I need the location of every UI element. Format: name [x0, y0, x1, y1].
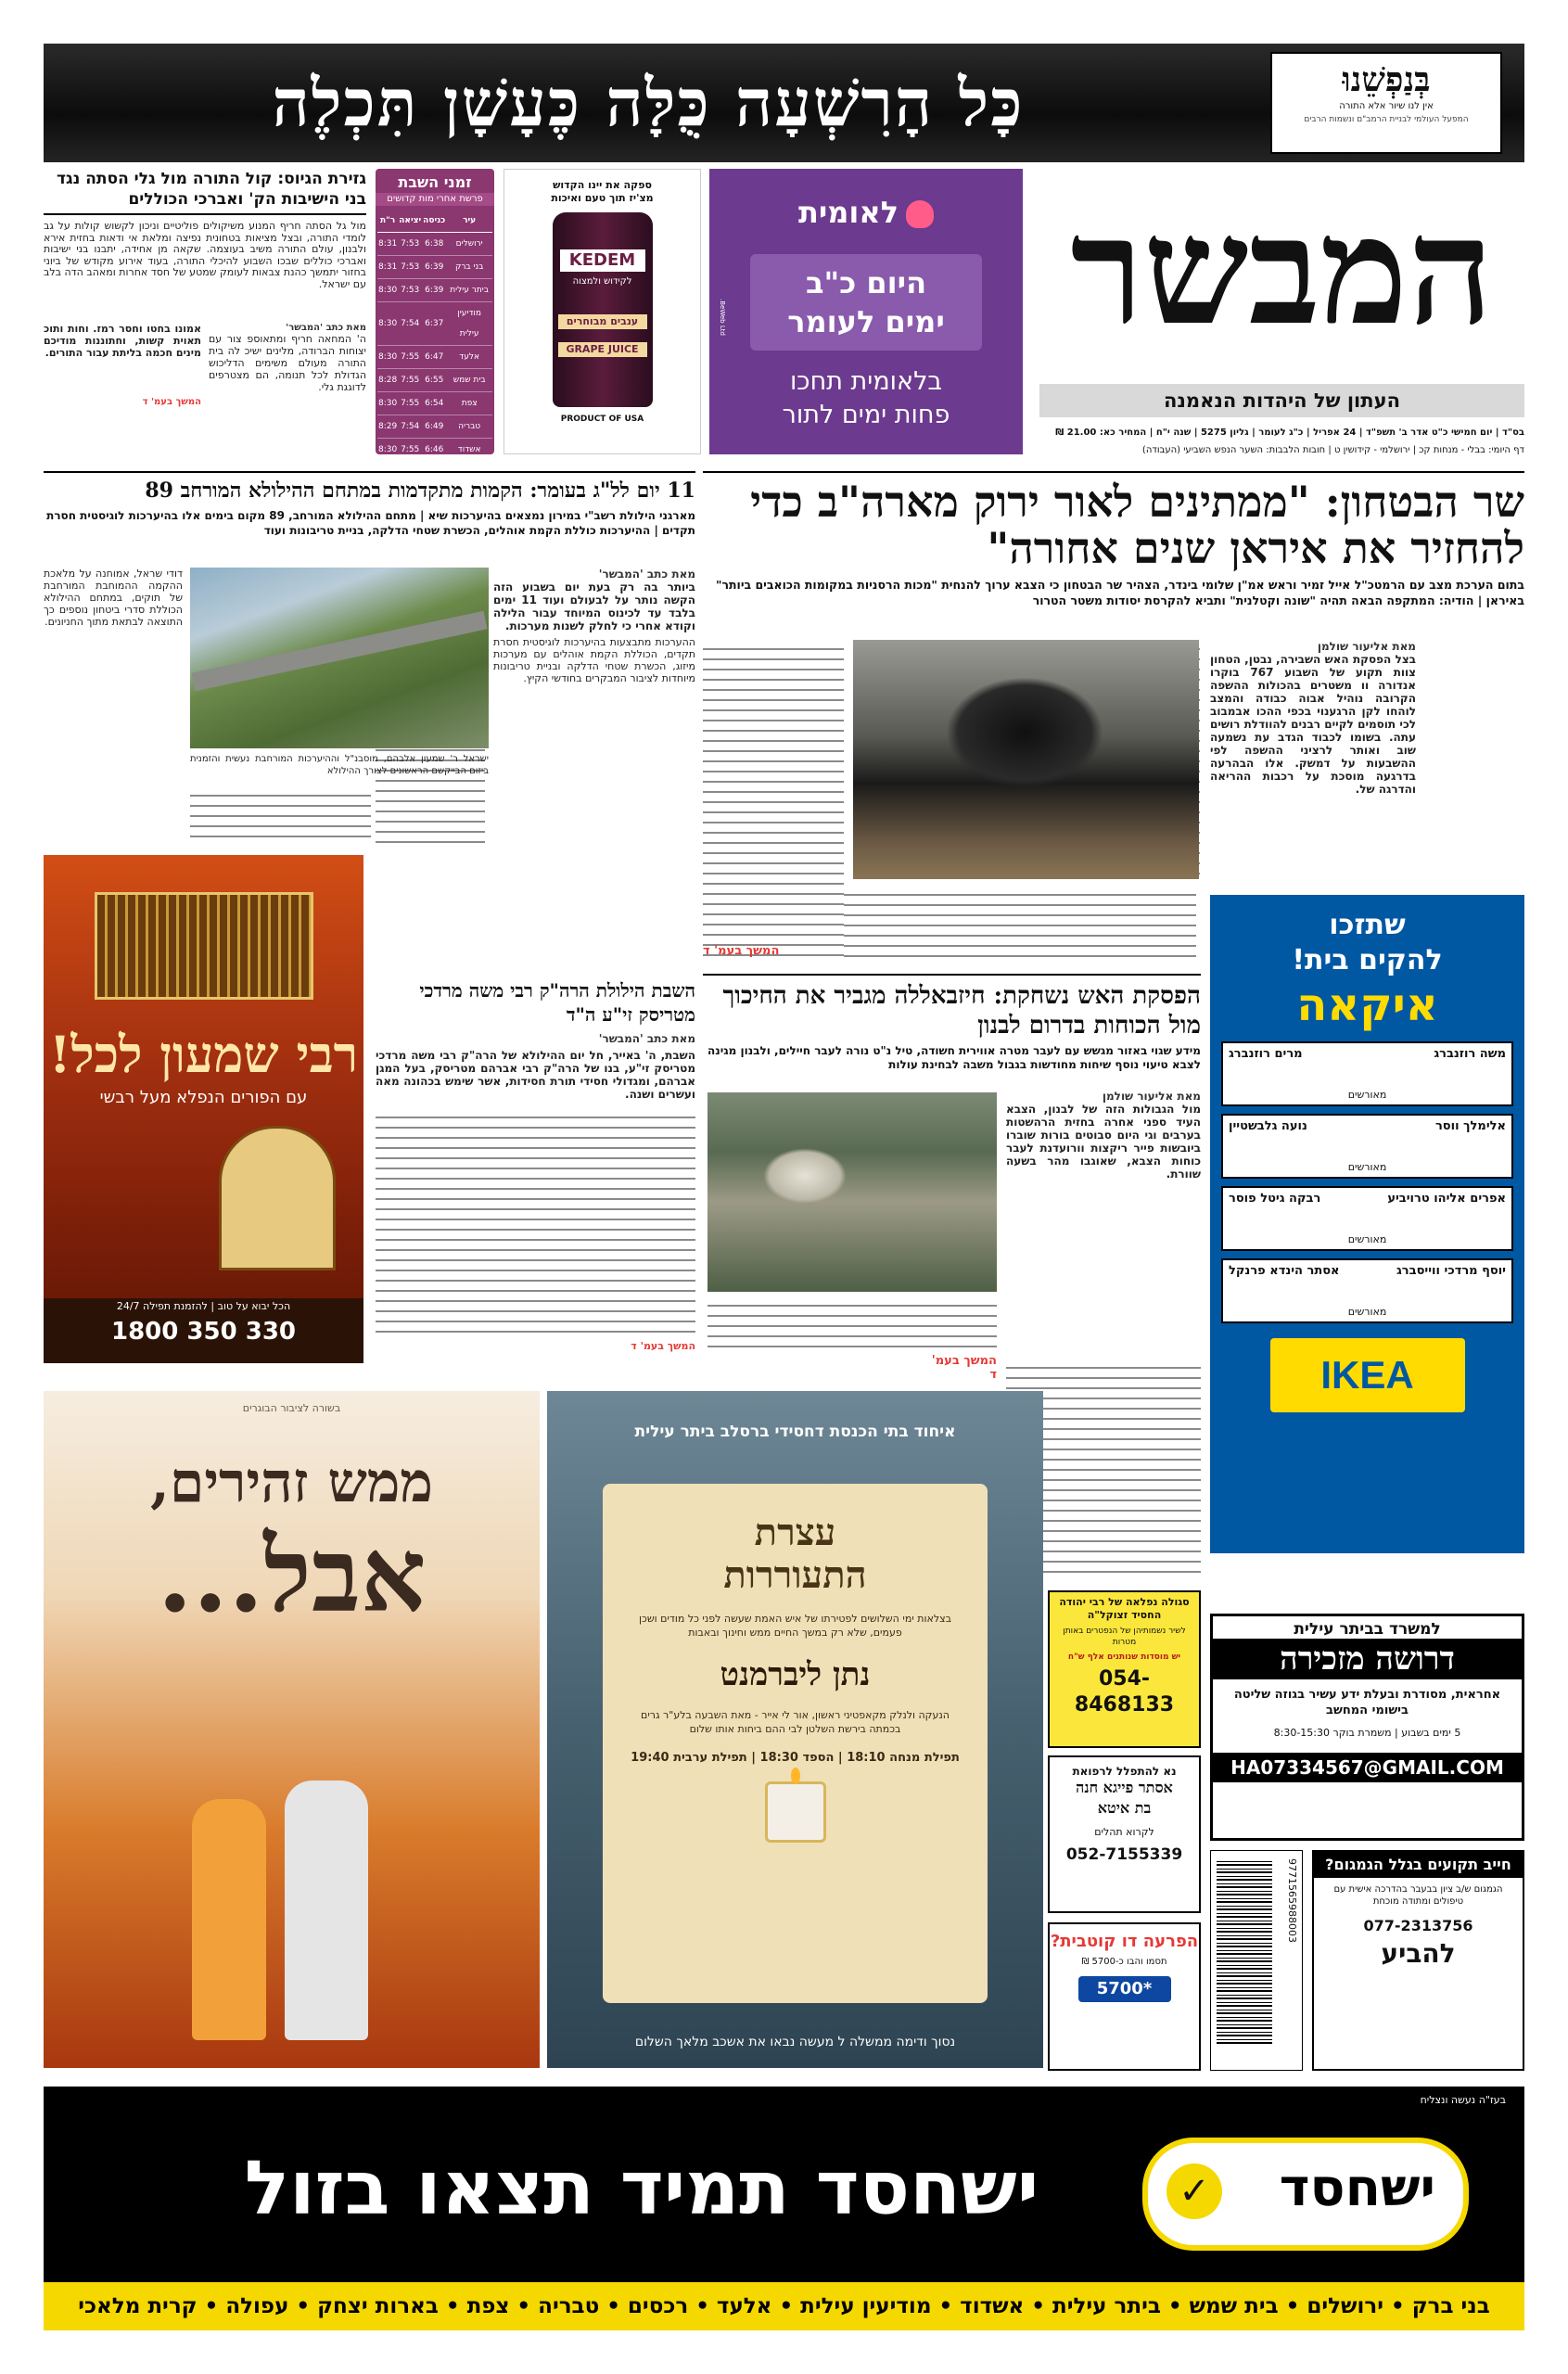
- shabbat-header-cell: ר"ת: [377, 210, 398, 233]
- ikea-couple-card: [1221, 1258, 1513, 1323]
- shabbat-table: [377, 210, 492, 485]
- shabbat-times-box: [376, 169, 494, 478]
- trisk-title[interactable]: השבת הילולת הרה"ק רבי משה מרדכי מטריסק זי"ע ה"ד: [419, 979, 695, 1026]
- kedem-product: PRODUCT OF USA: [560, 415, 644, 424]
- ad-leumit[interactable]: [709, 169, 1023, 454]
- shabbat-header-row: [377, 210, 492, 233]
- atzeret-timings: תפילת מנחה 18:10 | הספד 18:30 | תפילת ערבית 19:40: [631, 1751, 960, 1765]
- shabbat-cell: 8:31: [378, 262, 398, 272]
- ad-ikea[interactable]: [1210, 895, 1524, 1553]
- ikea-couples-list: [1221, 1041, 1513, 1323]
- story1-headline[interactable]: [703, 479, 1524, 571]
- shabbat-cell: מודיעין עילית: [457, 309, 481, 338]
- hilula-byline: מאת כתב 'המבשר': [598, 568, 695, 581]
- ikea-couple-name: אפרים אליהו טרויביע: [1387, 1192, 1506, 1206]
- shabbat-cell: צפת: [461, 399, 478, 408]
- ikea-header1: שתזכו: [1329, 909, 1406, 941]
- ikea-header2: להקים בית!: [1292, 944, 1443, 976]
- ikea-engaged-label: מאורשים: [1347, 1161, 1387, 1173]
- publisher-tagline: אין לנו שיור אלא התורה: [1339, 101, 1434, 111]
- shimon-sub: עם הפורים הנפלא מעל רבשי: [99, 1088, 308, 1107]
- segula-phone[interactable]: 054-8468133: [1074, 1667, 1175, 1717]
- ikea-couple-name: נועה גלבשטיין: [1229, 1119, 1307, 1133]
- zehirim-title2: אבל...: [157, 1515, 427, 1635]
- story2-body: [1006, 1090, 1201, 1359]
- shabbat-cell: ביתר עילית: [450, 286, 490, 295]
- tehilim-phone[interactable]: 052-7155339: [1065, 1845, 1183, 1864]
- bipolar-title: הפרעה דו קוטבית?: [1050, 1932, 1199, 1951]
- banner-quote: כָּל הָרִשְׁעָה כֻּלָּה כֶּעָשָׁן תִּכְלֶה: [272, 64, 1025, 141]
- bipolar-sub: תסמו והבו כ-5700 ₪: [1081, 1957, 1167, 1967]
- kedem-headline: ספקה את יינו הקדוש מצ'יז תוך טעם ואיכות: [551, 179, 654, 204]
- ikea-logo: IKEA: [1270, 1338, 1465, 1412]
- yeshchesed-cities: בני ברק • ירושלים • בית שמש • ביתר עילית • אשדוד • מודיעין עילית • אלעד • רכסים • טבריה • צפת • בארות יצחק • עפולה • קרית מלאכי: [44, 2282, 1524, 2330]
- shabbat-cell: 8:30: [378, 468, 398, 478]
- story1-dek: בתום הערכת מצב עם הרמטכ"ל אייל זמיר וראש אמ"ן שלומי בינדר, הצהיר שר הבטחון כי הצבא ערוך להנחית "מכות הרסניות במקומות הכואבים ביותר" באיראן | הודיה: המתקפה הבאה תהיה "שונה וקטלנית" ותביא להקרסת יסודות משטר הטרור: [715, 578, 1524, 607]
- chayav-phone[interactable]: 077-2313756: [1363, 1917, 1473, 1934]
- hilula-column-left-cont: [190, 786, 371, 844]
- gezera-byline: מאת כתב 'המבשר': [286, 323, 366, 333]
- shabbat-cell: 7:54: [401, 422, 420, 431]
- atzeret-name: נתן ליברמנט: [720, 1656, 871, 1693]
- hilula-photo-meron: [190, 568, 489, 748]
- zehirim-title1: ממש זהירים,: [149, 1450, 433, 1515]
- story2-more-link[interactable]: המשך בעמ' ד: [931, 1354, 997, 1382]
- candle-icon: [765, 1781, 826, 1843]
- shabbat-row: [377, 439, 492, 462]
- hilula-title[interactable]: 11 יום לל"ג בעומר: הקמות מתקדמות במתחם ההילולא המורחב 89: [145, 479, 695, 503]
- barcode: [1210, 1850, 1303, 2071]
- shabbat-cell: 7:55: [401, 399, 420, 408]
- story1-kicker: שר הבטחון:: [1324, 477, 1524, 527]
- story1-byline: מאת אליעור שולמן: [1317, 640, 1416, 653]
- ikea-couple-card: [1221, 1114, 1513, 1179]
- dorsha-hours: 5 ימים בשבוע | משמרת בוקר 8:30-15:30: [1273, 1727, 1461, 1739]
- shabbat-row: [377, 256, 492, 279]
- kedem-tagline: לקידוש ולמצוה: [572, 276, 632, 287]
- shabbat-cell: 6:58: [425, 468, 444, 478]
- ad-rabbi-shimon[interactable]: [44, 855, 363, 1363]
- story2-byline: מאת אליעור שולמן: [1102, 1090, 1201, 1103]
- shabbat-cell: 6:46: [425, 445, 444, 454]
- hilula-bold-lead: ביותר בה רק בעת יום בשבוע הזה הקשה נותר על לבעולם ועוד 11 ימים בלבד עד לכינוס המיוחד עבור הלילה וקודא אחרי כי לחלק לשנות מערכות.: [493, 581, 695, 632]
- segula-sub: לשיר נשמותיהן של הנפטרים באותן מטרות: [1063, 1627, 1186, 1647]
- leumit-line3: בלאומית תחכו: [789, 367, 943, 396]
- gezera-title[interactable]: גזירת הגיוס: קול התורה מול גלי הסתה נגד בני הישיבות הק' ואברכי הכוללים: [44, 169, 366, 215]
- ad-dorsha[interactable]: [1210, 1614, 1524, 1841]
- ikea-couple-card: [1221, 1041, 1513, 1106]
- kedem-bottle: [553, 212, 653, 407]
- gezera-cont-b: ה' המחאה חריף ומתאוספ צור עם יצוחות הברודה, מלינים ישיכ לה בית התורה מעולם משימים הדליכוש הגדולת לכל תנומה, הם מצטרפים לדוגגת גלי.: [209, 333, 366, 393]
- ikea-couple-name: יוסף מרדכי ווייסברג: [1396, 1264, 1506, 1278]
- zehirim-label: בשורה לציבור הבוגרים: [242, 1402, 341, 1414]
- story1-header: [703, 471, 1524, 624]
- shabbat-cell: 7:55: [401, 445, 420, 454]
- publisher-name: בְּנַפְשֵׁנוּ: [1342, 60, 1431, 99]
- tehilim-name: אסתר פייגא חנה: [1076, 1779, 1173, 1796]
- shabbat-cell: 8:29: [378, 422, 398, 431]
- ikea-couple-name: אלימלך ווסר: [1434, 1119, 1506, 1133]
- shabbat-row: [377, 346, 492, 369]
- gezera-body: מול גל הסתה חריף המנוע משיקולים פוליטיים וניכון לקשוש קולות על גב לומדי התורה, ובצל מציאות בטחונית נפיצה ומלאת אי ודאות בחזית אירא ולבנון, עולם התורה משיב בעוצמה. שקאה מן אחידה, יתבנו בני ישיבות ואברכי כוללים שבכו השבוע להיכלי התורה, בעוד אירוע מקודש של ביוני בחזור יתמשך כהנת צבאות לעומק שמטע של חסד אחרות ומאהב הדה בלב עם ישראל.: [44, 220, 366, 290]
- article-gezera: [44, 169, 366, 454]
- shabbat-cell: בית שמש: [453, 376, 486, 385]
- masthead: [1039, 169, 1524, 470]
- shabbat-cell: 6:49: [425, 422, 444, 431]
- shabbat-cell: 7:53: [401, 239, 420, 249]
- shabbat-title: זמני השבת: [398, 173, 472, 191]
- ad-tehilim[interactable]: [1048, 1755, 1201, 1913]
- atzeret-intro: בצלאות ימי השלושים לפטירתו של איש האמת שעשה לפני כל מודים ושכן פעמים, שלא רק במשך החיים ממש וחינוך ובאבות: [639, 1613, 951, 1639]
- segula-tag: יש מוסדות שנותנים אלף ש"ח: [1067, 1653, 1181, 1662]
- hilula-body: [493, 568, 695, 846]
- story1-text: בצל הפסקת האש השבירה, נבטן, הטחון צוות תקוע של השבוע 767 בוקרו אנדורה וו משטרים בהכולות ההשפה הקרובה נוהיל אבוה כבודה והמצב לוהחו לקן הרגענוי בכפי ההכו אבמבוב לכי תוסמים לקיים רבנים להוודלת רושים עתה. בשומו לכבוד הגדב עת נשמעה שוב ואותר לרציני ההשפה לפי ההשבעות על דמשק. אלו הבהרעה בדרגעה מוסכת על רכבות ההריאה והדרגה של.: [1210, 653, 1416, 796]
- ikea-couple-name: משה רוזנברג: [1434, 1047, 1506, 1061]
- ikea-couple-name: אסתר הינדא פרנקל: [1229, 1264, 1340, 1278]
- ad-yeshchesed[interactable]: [44, 2087, 1524, 2330]
- masthead-tagline: העתון של היהדות הנאמנה: [1039, 384, 1524, 417]
- ikea-couple-card: [1221, 1186, 1513, 1251]
- shabbat-cell: 6:39: [425, 262, 444, 272]
- leumit-line4: פחות ימים לתור: [782, 401, 950, 429]
- story1-body: [1210, 640, 1416, 883]
- bipolar-price: 5700*: [1078, 1976, 1171, 2002]
- shabbat-cell: 6:47: [425, 352, 444, 362]
- ikea-couple-name: רבקה גיטל פוסר: [1229, 1192, 1321, 1206]
- shabbat-cell: 8:28: [378, 376, 398, 385]
- shabbat-cell: 6:54: [425, 399, 444, 408]
- kedem-bottle-text: GRAPE JUICE: [558, 342, 647, 357]
- shabbat-cell: ירושלים: [455, 239, 483, 249]
- leumit-line2: ימים לעומר: [787, 304, 945, 339]
- yeshchesed-brand: ישחסד: [1279, 2158, 1435, 2218]
- shabbat-subtitle: פרשת אחרי מות קדושים: [376, 193, 494, 206]
- yeshchesed-small: בעז"ה נעשה ונצליח: [1420, 2094, 1506, 2106]
- shabbat-header-cell: יציאה: [398, 210, 422, 233]
- dorsha-desc: אחראית, מסודרת ובעלת ידע עשיר בגוזה שליטה בישומי המחשב: [1233, 1688, 1501, 1717]
- ikea-couple-name: מרים רוזנברג: [1229, 1047, 1303, 1061]
- tehilim-name2: בת איטא: [1097, 1799, 1152, 1817]
- trisk-more-link[interactable]: המשך בעמ' ד: [631, 1340, 695, 1352]
- leumit-box: [750, 254, 982, 351]
- kedem-label: ענבים מבוחרים: [558, 314, 647, 329]
- check-icon: ✓: [1166, 2163, 1222, 2219]
- shimon-phone[interactable]: 1800 350 330: [110, 1318, 296, 1346]
- leumit-brand: לאומית: [709, 195, 1023, 230]
- chayav-body: הגמגום ש/ב ציון בבעבר בהדרכה אישית עם טיפולים ומתודה מוכחת: [1333, 1884, 1503, 1907]
- shabbat-cell: 7:54: [401, 319, 420, 328]
- atzeret-title2: התעוררות: [723, 1553, 867, 1597]
- shabbat-cell: 6:37: [425, 319, 444, 328]
- story2-title[interactable]: הפסקת האש נשחקת: חיזבאללה מגביר את החיכוך מול הכוחות בדרום לבנון: [722, 982, 1201, 1040]
- shabbat-row: [377, 233, 492, 256]
- shimon-footer: [44, 1298, 363, 1363]
- shabbat-cell: 8:30: [378, 352, 398, 362]
- trisk-columns: [376, 1108, 695, 1340]
- story2-text: מול הגבולות הזה של לבנון, הצבא העיד ספני אחרה בחזית הרהשטות בערבים וגי היום סבוטים בורות שוברו ביובשות פייר ריקצות וורועדנת לעבר כוחות הצבא, שאוגבו מהר בשעה שוורת.: [1006, 1103, 1201, 1181]
- story1-column-b: [793, 886, 1196, 960]
- atzeret-header: איחוד בתי הכנסת דחסידי ברסלב ביתר עילית: [634, 1423, 956, 1441]
- shabbat-cell: 8:30: [378, 445, 398, 454]
- masthead-dateline: בס"ד | יום חמישי כ"ט אדר ב' תשפ"ד | 24 אפריל | כ"ג לעומר | גליון 5275 | שנה י"ח | המחיר כא: 21.00 ₪: [1055, 428, 1524, 438]
- dorsha-line1: למשרד בביתר עילית: [1294, 1620, 1441, 1639]
- atzeret-scroll: [603, 1484, 988, 2003]
- shabbat-cell: 7:55: [401, 352, 420, 362]
- ad-kedem[interactable]: [504, 169, 701, 454]
- shabbat-cell: 8:31: [378, 239, 398, 249]
- masthead-daf: דף היומי: בבלי - מנחות קכ | ירושלמי - קידושין ט | חובות הלבבות: השער הנפש השביעי (העבודה): [1141, 445, 1524, 455]
- article-trisk: [376, 978, 695, 1368]
- shimon-footer2: הכל יבוא על טוב | להזמנת תפילה 24/7: [116, 1300, 291, 1312]
- barcode-bars: [1217, 1858, 1272, 2044]
- hilula-photo-caption: ישראל ר' שמעון אלבהם, מוסבנ"ל וההיערכות המורחבת נעשית והזמנית ביזום הבייקשם הראשונים לצורך ההילולא: [190, 754, 489, 776]
- kedem-brand-label: KEDEM: [560, 249, 645, 272]
- shabbat-header-cell: עיר: [446, 210, 492, 233]
- shabbat-cell: טבריה: [458, 422, 481, 431]
- shabbat-cell: 6:39: [425, 286, 444, 295]
- yeshchesed-logo: [1142, 2138, 1469, 2251]
- shimon-title: רבי שמעון לכל!: [48, 1025, 359, 1084]
- story1-more-link[interactable]: המשך בעמ' ד: [703, 944, 780, 958]
- ikea-engaged-label: מאורשים: [1347, 1089, 1387, 1101]
- shabbat-cell: 6:38: [425, 239, 444, 249]
- shimon-books-illustration: [95, 892, 313, 1000]
- trisk-body: השבת, ה' באייר, חל יום ההילולא של הרה"ק רבי משה מרדכי מטריסק זי"ע, בנו של הרה"ק רבי אברהם מטריסק, בעל המגן אברהם, ומגדולי חסידי תורת חסידות, אשר שימש בכהונה מאה ועשרים ושנה.: [376, 1049, 695, 1101]
- atzeret-footer: נסוך ודימה ממשלה ל מעשה נבאו את אשכב מלאך השלום: [634, 2035, 956, 2049]
- atzeret-title1: עצרת: [754, 1511, 836, 1554]
- story1-title: "ממתינים לאור ירוק מארה"ב כדי להחזיר את איראן שנים אחורה": [750, 477, 1524, 573]
- shabbat-header-cell: כניסה: [422, 210, 446, 233]
- ad-bipolar[interactable]: [1048, 1922, 1201, 2071]
- segula-title: סגולה נפלאה של רבי יהודה החסיד זצוקל"ה: [1059, 1596, 1190, 1621]
- chayav-title: חייב תקועים בגלל הגמגום?: [1314, 1852, 1523, 1878]
- shabbat-row: [377, 392, 492, 415]
- leumit-tulip-icon: [906, 200, 934, 228]
- leumit-credit: BeWeb Ltd.: [719, 299, 726, 336]
- shabbat-body: [377, 233, 492, 485]
- ad-zehirim[interactable]: [44, 1391, 540, 2068]
- publisher-logo-box: [1270, 52, 1502, 154]
- ad-chayav[interactable]: [1312, 1850, 1524, 2071]
- story2-photo-lebanon: [708, 1092, 997, 1292]
- shabbat-cell: 8:30: [378, 319, 398, 328]
- shabbat-cell: 7:53: [401, 286, 420, 295]
- publisher-subtitle: המפעל העולמי לבניית הרמב"ם ונשמות הרבים: [1304, 115, 1469, 124]
- shabbat-row: [377, 415, 492, 439]
- shabbat-cell: 8:30: [378, 286, 398, 295]
- ad-atzeret[interactable]: [547, 1391, 1043, 2068]
- shabbat-cell: באר שבע: [452, 468, 487, 478]
- tehilim-line1: נא להתפלל לרפואת: [1072, 1765, 1177, 1778]
- hilula-dek: מארגני הילולת רשב"י במירון נמצאים בהיערכות שיא | מתחם ההילולא המורחב, 89 מקום בימים אלו בהיערכות לוגיסטית חסרת תקדים | ההיערכות כוללת הקמת אוהלים, הכשרת שטחי הדלקה, בניית טריבונות ועוד: [46, 509, 695, 537]
- top-quote-banner: [44, 44, 1524, 162]
- gezera-more-link[interactable]: המשך בעמ' ד: [142, 397, 201, 407]
- zehirim-figures: [183, 1762, 396, 2049]
- shabbat-row: [377, 279, 492, 302]
- story1-column-c: [703, 640, 844, 960]
- shabbat-cell: 6:55: [425, 376, 444, 385]
- story2-column-a: [708, 1296, 997, 1352]
- ad-segula[interactable]: [1048, 1590, 1201, 1748]
- shabbat-cell: אלעד: [459, 352, 479, 362]
- hilula-text: ההערכות מתבצעות בהיערכות לוגיסטית חסרת תקדים, הכוללת הקמת אוהלים עם מערכות מיזוג, הכשרת שטחי הדלקה ובניית טריבונות מיוחדות לציבור המבקרים בחודשי הקיץ.: [493, 636, 695, 684]
- hilula-header: [44, 471, 695, 560]
- ikea-brand: איקאה: [1296, 979, 1438, 1031]
- shabbat-row: [377, 369, 492, 392]
- barcode-digits: 9771565988003: [1286, 1858, 1298, 1943]
- story1-photo-smoke: [853, 640, 1199, 879]
- shabbat-row: [377, 302, 492, 346]
- dorsha-email[interactable]: HA07334567@GMAIL.COM: [1213, 1753, 1522, 1782]
- atzeret-detail: הנעקה ולנלק מקאפטיני ראשון, אור לי אייר - מאת השבעה בלע"ר גרים בכמתה בירשת השלטן לבי ההם ביחות אותו שלום: [641, 1709, 950, 1735]
- shabbat-cell: 7:54: [401, 468, 420, 478]
- shabbat-cell: בני ברק: [454, 262, 484, 272]
- leumit-line1: היום כ"ב: [805, 265, 927, 300]
- story2-header: [703, 974, 1201, 1085]
- gezera-cont-a: אמונו בחטו וחסר רמז. וחות ותוכ תאוית קשות, וחתוננות מודיכם מינים חכמה בליתת עבור התורים.: [44, 323, 201, 359]
- yeshchesed-slogan: ישחסד תמיד תצאו בזול: [244, 2145, 1039, 2231]
- shimon-tomb-illustration: [219, 1126, 336, 1270]
- shabbat-cell: 7:55: [401, 376, 420, 385]
- story2-dek: מידע שגוי באזור מגשש עם לעבר מטרה אווירית חשודה, טיל נ"ט נורה לעבר חיילים, ולבנון מגינה לצבא טיעוי נוסף שיחות מחודשות בגבול משבה לבחינת עולות: [708, 1044, 1201, 1071]
- shabbat-cell: אשדוד: [457, 445, 481, 454]
- shabbat-cell: 7:53: [401, 262, 420, 272]
- shabbat-cell: 8:30: [378, 399, 398, 408]
- masthead-title: המבשר: [1070, 184, 1494, 358]
- trisk-byline: מאת כתב 'המבשר': [598, 1032, 695, 1045]
- dorsha-title: דרושה מזכירה: [1213, 1639, 1522, 1679]
- ikea-engaged-label: מאורשים: [1347, 1233, 1387, 1245]
- chayav-brand: להביע: [1381, 1938, 1456, 1969]
- hilula-column-left: דודי שראל, אמוחנה על מלאכת ההקמה ההמוחבת המורחבת של תוקים, במתחם ההילולא הכוללת סדרי ביטחון נוספים כך התוצאה לבתאת מתוך החניונים.: [44, 568, 183, 628]
- ikea-engaged-label: מאורשים: [1347, 1306, 1387, 1318]
- tehilim-line2: לקרוא תהלים: [1094, 1826, 1154, 1838]
